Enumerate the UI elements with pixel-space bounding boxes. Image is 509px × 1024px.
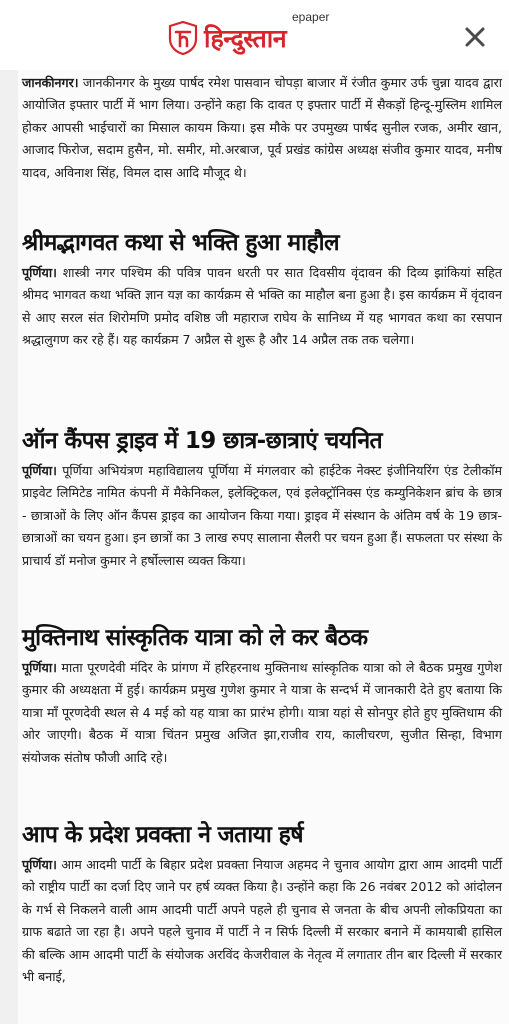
article-campus-drive: [22, 426, 502, 572]
article-headline: आप के प्रदेश प्रवक्ता ने जताया हर्ष: [22, 822, 303, 848]
article-body: [22, 460, 502, 572]
article-body: [22, 72, 502, 184]
article-bhagwat-katha: [22, 228, 502, 352]
article-headline: मुक्तिनाथ सांस्कृतिक यात्रा को ले कर बैठक: [22, 625, 368, 651]
article-headline: ऑन कैंपस ड्राइव में 19 छात्र-छात्राएं चयनित: [22, 428, 383, 454]
hindustan-logo-icon: [168, 21, 198, 55]
article-dateline: पूर्णिया।: [22, 463, 57, 478]
newspaper-page: [0, 70, 509, 1024]
epaper-label: epaper: [292, 10, 330, 24]
page-edge: [0, 70, 18, 1024]
article-body: [22, 657, 502, 769]
hindustan-logo: [168, 18, 286, 58]
article-headline: श्रीमद्भागवत कथा से भक्ति हुआ माहौल: [22, 230, 340, 256]
article-dateline: पूर्णिया।: [22, 265, 57, 280]
app-header: [0, 0, 509, 71]
article-janakinagar: [22, 72, 502, 184]
article-text: माता पूरणदेवी मंदिर के प्रांगण में हरिहरनाथ मुक्तिनाथ सांस्कृतिक यात्रा को ले बैठक प्रमुख गुणेश कुमार की अध्यक्षता में हुई। कार्यक्रम प्रमुख गुणेश कुमार ने यात्रा के सन्दर्भ में जानकारी देते हुए बताया कि यात्रा माँ पूरणदेवी स्थल से 4 मई को यह यात्रा का प्रारंभ होगी। यात्रा यहां से सोनपुर होते हुए मुक्तिधाम की ओर जाएगी। बैठक में यात्रा चिंतन प्रमुख अजित झा,राजीव राय, कालीचरण, सुजीत सिन्हा, विभाग संयोजक संतोष फौजी आदि रहे।: [22, 660, 502, 765]
article-aap-spokesperson: [22, 820, 502, 988]
article-dateline: जानकीनगर।: [22, 75, 79, 90]
article-text: जानकीनगर के मुख्य पार्षद रमेश पासवान चोपड़ा बाजार में रंजीत कुमार उर्फ चुन्ना यादव द्वारा आयोजित इफ्तार पार्टी में भाग लिया। उन्होंने कहा कि दावत ए इफ्तार पार्टी में सैकड़ों हिन्दू-मुस्लिम शामिल होकर आपसी भाईचारों का मिसाल कायम किया। इस मौके पर उपमुख्य पार्षद सुनील रजक, अमीर खान, आजाद फिरोज, सदाम हुसैन, मो. समीर, मो.अरबाज, पूर्व प्रखंड कांग्रेस अध्यक्ष संजीव कुमार यादव, मनीष यादव, अविनाश सिंह, विमल दास आदि मौजूद थे।: [22, 75, 502, 180]
article-text: पूर्णिया अभियंत्रण महाविद्यालय पूर्णिया में मंगलवार को हाईटेक नेक्स्ट इंजीनियरिंग एंड टेलीकॉम प्राइवेट लिमिटेड नामित कंपनी में मैकेनिकल, इलेक्ट्रिकल, एवं इलेक्ट्रॉनिक्स एंड कम्युनिकेशन ब्रांच के छात्र - छात्राओं के लिए ऑन कैंपस ड्राइव का आयोजन किया गया। ड्राइव में संस्थान के अंतिम वर्ष के 19 छात्र-छात्राओं का चयन हुआ। इन छात्रों का 3 लाख रुपए सालाना सैलरी पर चयन हुआ हैं। सफलता पर संस्था के प्राचार्य डॉ मनोज कुमार ने हर्षोल्लास व्यक्त किया।: [22, 463, 502, 568]
article-body: [22, 262, 502, 352]
article-text: आम आदमी पार्टी के बिहार प्रदेश प्रवक्ता नियाज अहमद ने चुनाव आयोग द्वारा आम आदमी पार्टी को राष्ट्रीय पार्टी का दर्जा दिए जाने पर हर्ष व्यक्त किया है। उन्होंने कहा कि 26 नवंबर 2012 को आंदोलन के गर्भ से निकलने वाली आम आदमी पार्टी अपने पहले ही चुनाव से जनता के बीच अपनी लोकप्रियता का ग्राफ बढाते जा रहा है। अपने पहले चुनाव में पार्टी ने न सिर्फ दिल्ली में सरकार बनाने में कामयाबी हासिल की बल्कि आम आदमी पार्टी के संयोजक अरविंद केजरीवाल के नेतृत्व में लगातार तीन बार दिल्ली में सरकार भी बनाई,: [22, 857, 502, 985]
close-icon: [458, 20, 492, 54]
logo-text: हिन्दुस्तान: [204, 24, 287, 53]
article-muktinath-yatra: [22, 623, 502, 769]
article-body: [22, 854, 502, 988]
article-dateline: पूर्णिया।: [22, 660, 57, 675]
close-button[interactable]: [458, 20, 492, 54]
article-dateline: पूर्णिया।: [22, 857, 57, 872]
article-text: शास्त्री नगर पश्चिम की पवित्र पावन धरती पर सात दिवसीय वृंदावन की दिव्य झांकियां सहित श्रीमद भागवत कथा भक्ति ज्ञान यज्ञ का कार्यक्रम से भक्ति का माहौल बना हुआ है। इस कार्यक्रम में वृंदावन से आए सरल संत शिरोमणि प्रमोद वशिष्ठ जी महाराज राघेय के सानिध्य में यह भागवत कथा का रसपान श्रद्धालुगण कर रहे हैं। यह कार्यक्रम 7 अप्रैल से शुरू है और 14 अप्रैल तक तक चलेगा।: [22, 265, 502, 348]
